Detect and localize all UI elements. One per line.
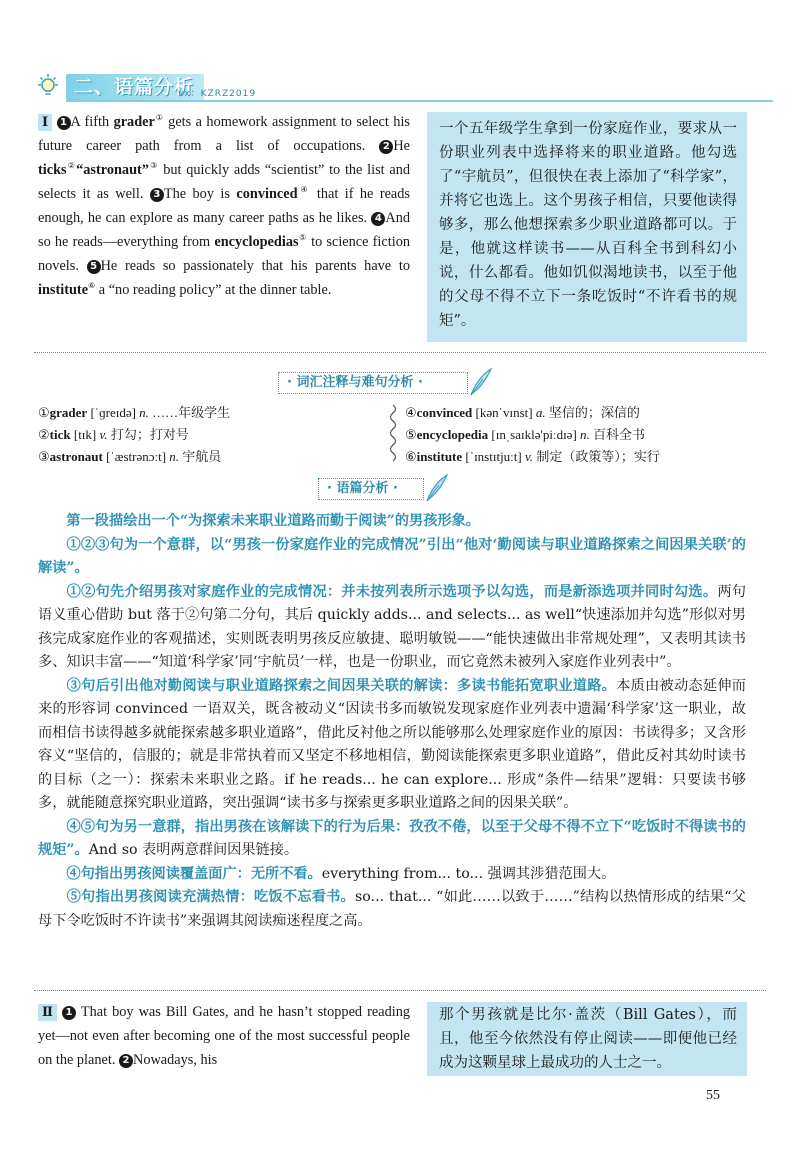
vocab-entry: ②tick [tɪk] v. 打勾；打对号 (38, 427, 189, 442)
analysis-paragraph: ④句指出男孩阅读覆盖面广：无所不看。everything from... to... 强调其涉猎范围大。 (66, 865, 616, 882)
vocab-entry: ⑥institute [ˈɪnstɪtjuːt] v. 制定（政策等）；实行 (405, 449, 660, 464)
sentence-number: 3 (150, 188, 164, 202)
lightbulb-icon (34, 72, 62, 100)
quill-icon (423, 473, 449, 503)
vocab-word: institute (38, 282, 89, 298)
sentence-number: 2 (379, 140, 393, 154)
quill-icon (467, 367, 493, 397)
analysis-paragraph: ⑤句指出男孩阅读充满热情：吃饭不忘看书。so... that... “如此……以致于……”结构以热情形成的结果“父母下令吃饭时不许读书”来强调其阅读痴迷程度之高。 (38, 889, 746, 929)
page-title: 二、语篇分析 (66, 74, 204, 100)
header-rule (66, 100, 773, 102)
analysis-section-label: · 语篇分析 · (318, 478, 424, 500)
dotted-divider (34, 352, 766, 353)
roman-numeral: Ⅱ (38, 1004, 57, 1021)
section-header (28, 70, 773, 104)
chain-divider (387, 403, 399, 467)
sentence-number: 5 (87, 260, 101, 274)
vocab-word: “astronaut” (76, 162, 149, 178)
translation-box-2: 那个男孩就是比尔·盖茨（Bill Gates），而且，他至今依然没有停止阅读——即便他已经成为这颗星球上最成功的人士之一。 (427, 1002, 747, 1076)
analysis-text (38, 510, 746, 933)
dotted-divider (34, 990, 766, 991)
analysis-paragraph: ④⑤句为另一意群，指出男孩在该解读下的行为后果：孜孜不倦，以至于父母不得不立下“吃饭时不得读书的规矩”。And so 表明两意群间因果链接。 (38, 818, 746, 858)
roman-numeral: Ⅰ (38, 114, 52, 131)
translation-box-1: 一个五年级学生拿到一份家庭作业，要求从一份职业列表中选择将来的职业道路。他勾选了“宇航员”，但很快在表上添加了“科学家”，并将它也选上。这个男孩子相信，只要他读得够多，那么他想探索多少职业道路都可以。于是，他就这样读书——从百科全书到科幻小说，什么都看。他如饥似渴地读书，以至于他的父母不得不立下一条吃饭时“不许看书的规矩”。 (427, 112, 747, 342)
sentence-number: 1 (62, 1006, 76, 1020)
vocab-entry: ④convinced [kənˈvɪnst] a. 坚信的；深信的 (405, 405, 640, 420)
analysis-paragraph: ①②③句为一个意群，以“男孩一份家庭作业的完成情况”引出“他对‘勤阅读与职业道路探索之间因果关联’的解读”。 (38, 536, 746, 576)
passage-2: Ⅱ 1 That boy was Bill Gates, and he hasn’t stopped reading yet—not even after becoming one of the most successful people on the planet. 2 Nowadays, his (38, 1004, 410, 1068)
vocab-word: encyclopedias (214, 234, 299, 250)
analysis-paragraph: ①②句先介绍男孩对家庭作业的完成情况：并未按列表所示选项予以勾选，而是新添选项并同时勾选。两句语义重心借助 but 落于②句第二分句，其后 quickly adds... and selects... as well“快速添加并勾选”形似对男孩完成家庭作业的客观描述，实则既表明男孩反应敏捷、聪明敏锐——“能快速做出非常规处理”，又表明其读书多、知识丰富——“知道‘科学家’同‘宇航员’一样，也是一份职业，而它竟然未被列入家庭作业列表中”。 (38, 583, 746, 670)
vocab-list-left (38, 402, 230, 468)
vocab-entry: ①grader [ˈɡreɪdə] n. ……年级学生 (38, 405, 231, 420)
vocab-word: ticks (38, 162, 67, 178)
analysis-paragraph: 第一段描绘出一个“为探索未来职业道路而勤于阅读”的男孩形象。 (66, 513, 480, 529)
vocab-section-label: · 词汇注释与难句分析 · (278, 372, 468, 394)
watermark: vx：KZRZ2019 (178, 89, 257, 99)
vocab-entry: ③astronaut [ˈæstrənɔːt] n. 宇航员 (38, 449, 222, 464)
vocab-list-right (405, 402, 660, 468)
analysis-paragraph: ③句后引出他对勤阅读与职业道路探索之间因果关联的解读：多读书能拓宽职业道路。本质由被动态延伸而来的形容词 convinced 一语双关，既含被动义“因读书多而敏锐发现家庭作业列表中遗漏‘科学家’这一职业，故而相信书读得越多就能探索越多职业道路”，借此反衬他之所以能够那么处理家庭作业的原因：书读得多；又含形容义“坚信的，信服的；就是非常执着而又坚定不移地相信，勤阅读能探索更多职业道路”，借此反衬其幼时读书的目标（之一）：探索未来职业之路。if he reads... he can explore... 形成“条件—结果”逻辑：只要读书够多，就能随意探究职业道路，突出强调“读书多与探索更多职业道路之间的因果关联”。 (38, 677, 746, 811)
vocab-entry: ⑤encyclopedia [ɪnˌsaɪklə'piːdɪə] n. 百科全书 (405, 427, 646, 442)
sentence-number: 1 (57, 116, 71, 130)
vocab-word: convinced (236, 186, 298, 202)
sentence-number: 2 (119, 1054, 133, 1068)
page-number: 55 (706, 1088, 720, 1103)
vocab-word: grader (113, 114, 155, 130)
passage-1: Ⅰ 1 A fifth grader① gets a homework assignment to select his future career path from a list of occupations. 2 He ticks②“astronaut”③ but quickly adds “scientist” to the list and selects it as well. 3 The boy is convinced④ that if he reads enough, he can explore as many career paths as he likes. 4 And so he reads—everything from encyclopedias⑤ to science fiction novels. 5 He reads so passionately that his parents have to institute⑥ a “no reading policy” at the dinner table. (38, 113, 411, 298)
sentence-number: 4 (371, 212, 385, 226)
